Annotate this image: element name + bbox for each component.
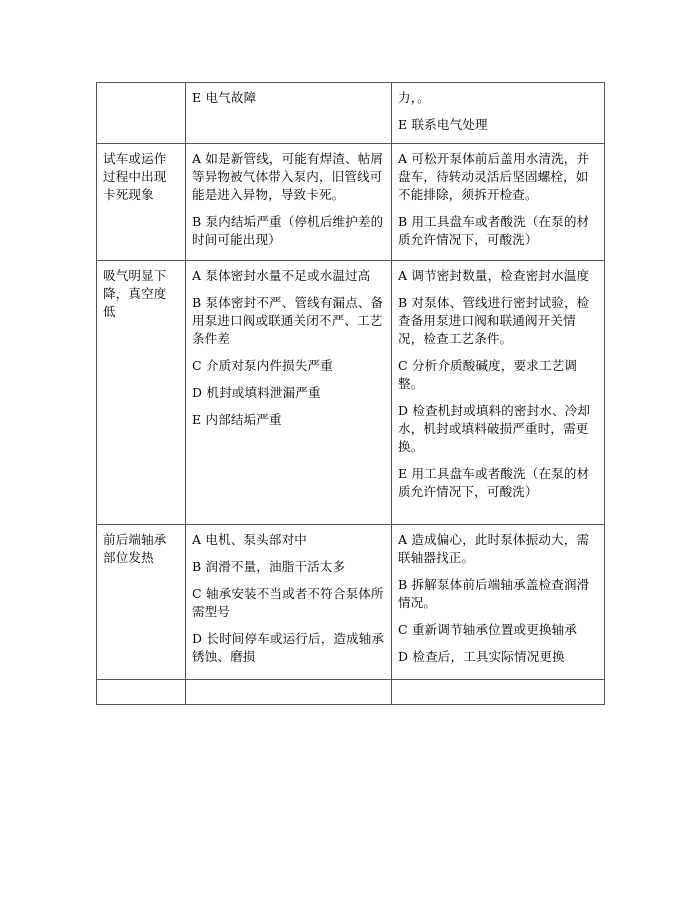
table-row xyxy=(97,525,605,680)
cause-cell xyxy=(186,261,392,525)
solution-item: D 检查机封或填料的密封水、冷却水，机封或填料破损严重时，需更换。 xyxy=(398,403,591,454)
solution-item: A 调节密封数量，检查密封水温度 xyxy=(398,268,590,283)
table-row xyxy=(97,83,605,144)
solution-item: C 重新调节轴承位置或更换轴承 xyxy=(398,622,578,637)
fault-category: 前后端轴承部位发热 xyxy=(103,532,167,565)
solution-cell xyxy=(392,144,605,261)
solution-item: B 拆解泵体前后端轴承盖检查润滑情况。 xyxy=(398,577,590,610)
cause-item: C 介质对泵内件损失严重 xyxy=(192,358,333,373)
fault-category-cell xyxy=(97,261,186,525)
solution-cell xyxy=(392,83,605,144)
solution-item: A 造成偏心，此时泵体振动大，需联轴器找正。 xyxy=(398,532,590,565)
fault-category-cell xyxy=(97,83,186,144)
cause-cell xyxy=(186,525,392,680)
solution-cell xyxy=(392,261,605,525)
cause-cell xyxy=(186,83,392,144)
table-row xyxy=(97,144,605,261)
cause-item: B 泵体密封不严、管线有漏点、备用泵进口阀或联通关闭不严、工艺条件差 xyxy=(192,295,384,346)
table-row xyxy=(97,261,605,525)
cause-item: E 内部结垢严重 xyxy=(192,412,282,427)
cause-item: E 电气故障 xyxy=(192,90,257,105)
solution-item: B 用工具盘车或者酸洗（在泵的材质允许情况下，可酸洗） xyxy=(398,214,590,247)
cause-item: C 轴承安装不当或者不符合泵体所需型号 xyxy=(192,586,384,619)
cause-item: D 长时间停车或运行后，造成轴承锈蚀、磨损 xyxy=(192,631,385,664)
empty-cell xyxy=(97,680,186,705)
fault-category-cell xyxy=(97,525,186,680)
solution-item: E 联系电气处理 xyxy=(398,117,488,132)
solution-item: 力，。 xyxy=(398,90,430,105)
cause-item: B 润滑不量，油脂干活太多 xyxy=(192,559,346,574)
solution-item: E 用工具盘车或者酸洗（在泵的材质允许情况下，可酸洗） xyxy=(398,466,590,499)
troubleshooting-table xyxy=(96,82,605,705)
table-row-empty xyxy=(97,680,605,705)
cause-item: A 如是新管线，可能有焊渣、帖屑等异物被气体带入泵内，旧管线可能是进入异物，导致卡死。 xyxy=(192,151,384,202)
fault-category: 试车或运作过程中出现卡死现象 xyxy=(103,151,167,202)
table-body xyxy=(97,83,605,705)
solution-item: A 可松开泵体前后盖用水清洗，并盘车，待转动灵活后坚固螺栓，如不能排除，须拆开检查。 xyxy=(398,151,590,202)
cause-item: A 泵体密封水量不足或水温过高 xyxy=(192,268,371,283)
solution-item: D 检查后，工具实际情况更换 xyxy=(398,649,565,664)
solution-item: C 分析介质酸碱度，要求工艺调整。 xyxy=(398,358,578,391)
cause-item: D 机封或填料泄漏严重 xyxy=(192,385,321,400)
fault-category: 吸气明显下降，真空度低 xyxy=(103,268,167,319)
empty-cell xyxy=(392,680,605,705)
cause-cell xyxy=(186,144,392,261)
solution-item: B 对泵体、管线进行密封试验，检查备用泵进口阀和联通阀开关情况，检查工艺条件。 xyxy=(398,295,590,346)
fault-category-cell xyxy=(97,144,186,261)
cause-item: B 泵内结垢严重（停机后维护差的时间可能出现） xyxy=(192,214,384,247)
cause-item: A 电机、泵头部对中 xyxy=(192,532,308,547)
empty-cell xyxy=(186,680,392,705)
solution-cell xyxy=(392,525,605,680)
